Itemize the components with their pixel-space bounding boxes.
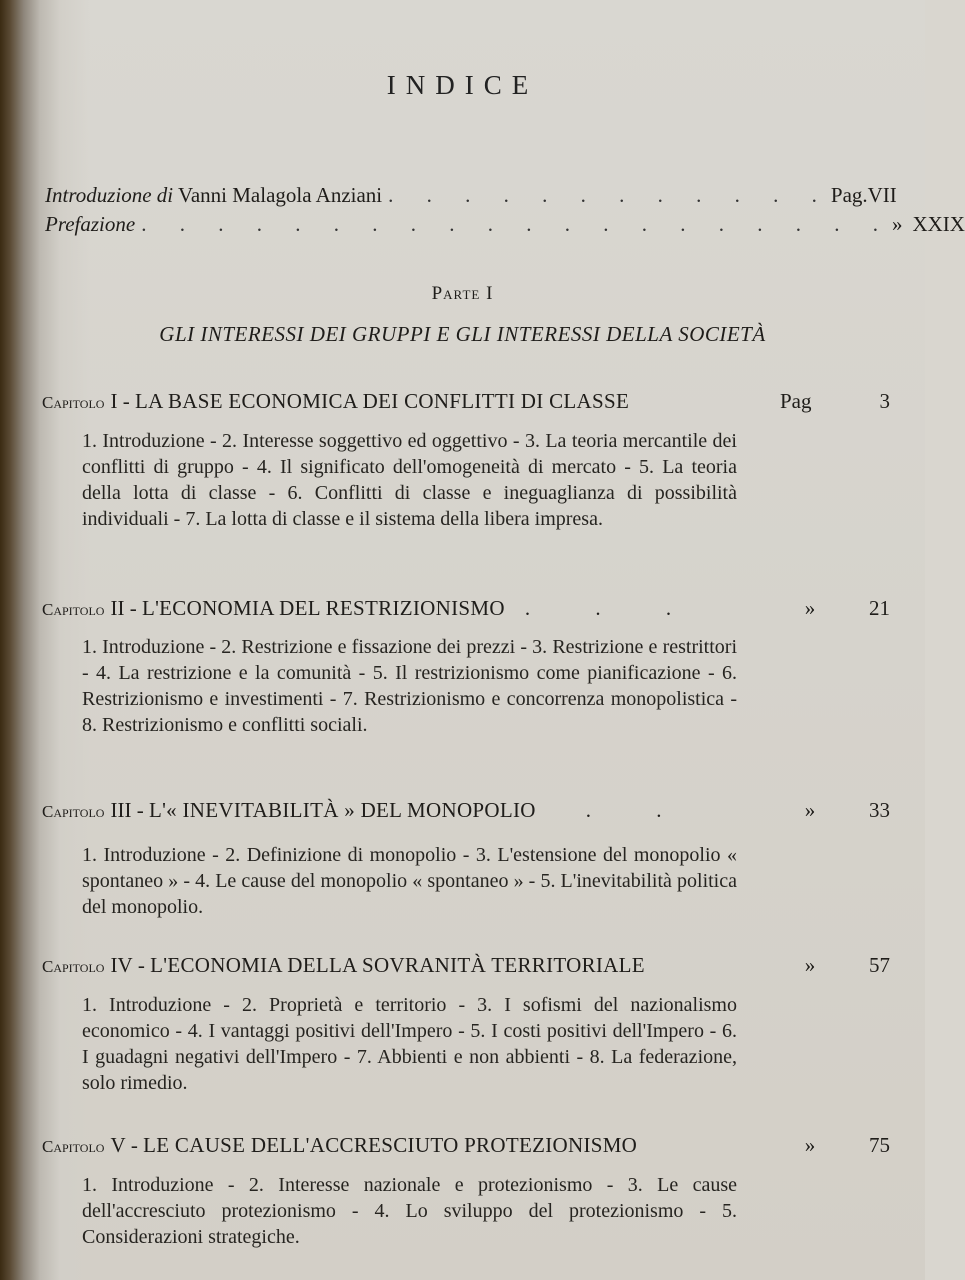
chapter-label: Capitolo xyxy=(42,1137,105,1156)
entry-label-author: Vanni Malagola Anziani xyxy=(173,183,383,207)
page-number: 21 xyxy=(869,596,890,620)
chapter-title: L'ECONOMIA DEL RESTRIZIONISMO xyxy=(141,596,505,620)
part-label: Parte I xyxy=(431,283,494,304)
chapter-summary: 1. Introduzione - 2. Definizione di monopolio - 3. L'estensione del monopolio « spontaneo » - 4. Le cause del monopolio « spontaneo » - 5. L'inevitabilità politica del monopolio. xyxy=(82,844,737,918)
leader-dots: . . xyxy=(585,798,692,822)
chapter-title: L'ECONOMIA DELLA SOVRANITÀ TERRITORIALE xyxy=(150,953,645,977)
chapter-heading: Capitolo II - L'ECONOMIA DEL RESTRIZIONISMO . . . » 21 xyxy=(42,596,890,620)
part-title: GLI INTERESSI DEI GRUPPI E GLI INTERESSI DELLA SOCIETÀ xyxy=(159,322,766,346)
chapter-label: Capitolo xyxy=(42,393,105,412)
page-number: 33 xyxy=(869,798,890,822)
chapter-label: Capitolo xyxy=(42,957,105,976)
entry-label-italic: Introduzione di xyxy=(45,183,174,207)
chapter-numeral: IV xyxy=(110,953,133,977)
leader-dots: . . . . . . . . . . . . . . . . . . . . xyxy=(141,212,892,236)
toc-entry-prefazione xyxy=(45,212,965,242)
chapter-title: L'« INEVITABILITÀ » DEL MONOPOLIO xyxy=(148,798,536,822)
chapter-label: Capitolo xyxy=(42,600,105,619)
chapter-heading: Capitolo III - L'« INEVITABILITÀ » DEL MONOPOLIO . . » 33 xyxy=(42,798,890,822)
entry-label-italic: Prefazione xyxy=(45,212,136,236)
chapter-summary: 1. Introduzione - 2. Interesse nazionale e protezionismo - 3. Le cause dell'accresciuto protezionismo - 4. Lo sviluppo del protezionismo - 5. Considerazioni strategiche. xyxy=(82,1174,737,1248)
chapter-numeral: II xyxy=(110,596,125,620)
entry-label xyxy=(45,183,382,208)
leader-dots: . . . xyxy=(524,596,702,620)
entry-label xyxy=(45,212,135,237)
chapter-heading: Capitolo V - LE CAUSE DELL'ACCRESCIUTO PROTEZIONISMO » 75 xyxy=(42,1133,890,1157)
page-number: VII xyxy=(867,183,897,207)
leader-dots: . . . . . . . . . . . . xyxy=(388,183,831,207)
page-prefix: Pag xyxy=(780,389,812,413)
chapter-title: LA BASE ECONOMICA DEI CONFLITTI DI CLASSE xyxy=(134,389,630,413)
chapter-numeral: I xyxy=(110,389,118,413)
chapter-title: LE CAUSE DELL'ACCRESCIUTO PROTEZIONISMO xyxy=(143,1133,638,1157)
page-prefix: » xyxy=(804,798,816,822)
page-number: 75 xyxy=(869,1133,890,1157)
page-prefix: » xyxy=(804,1133,816,1157)
page-prefix: » xyxy=(804,596,816,620)
page-number: 57 xyxy=(869,953,890,977)
chapter-heading: Capitolo I - LA BASE ECONOMICA DEI CONFLITTI DI CLASSE Pag 3 xyxy=(42,389,890,413)
chapter-summary: 1. Introduzione - 2. Proprietà e territorio - 3. I sofismi del nazionalismo economico - 4. I vantaggi positivi dell'Impero - 5. I costi positivi dell'Impero - 6. I guadagni negativi dell'Impero - 7. Abbienti e non abbienti - 8. La federazione, solo rimedio. xyxy=(82,994,737,1094)
page-prefix: Pag. xyxy=(830,183,868,207)
chapter-summary: 1. Introduzione - 2. Restrizione e fissazione dei prezzi - 3. Restrizione e restrittori - 4. La restrizione e la comunità - 5. Il restrizionismo come pianificazione - 6. Restrizionismo e investimenti - 7. Restrizionismo e concorrenza monopolistica - 8. Restrizionismo e conflitti sociali. xyxy=(82,636,737,736)
page-number: XXIX xyxy=(912,212,965,236)
chapter-heading: Capitolo IV - L'ECONOMIA DELLA SOVRANITÀ TERRITORIALE » 57 xyxy=(42,953,890,977)
chapter-numeral: V xyxy=(110,1133,126,1157)
toc-entry-introduzione xyxy=(45,183,897,213)
page-number: 3 xyxy=(879,389,890,413)
chapter-summary: 1. Introduzione - 2. Interesse soggettivo ed oggettivo - 3. La teoria mercantile dei conflitti di gruppo - 4. Il significato dell'omogeneità di mercato - 5. La teoria della lotta di classe - 6. Conflitti di classe e ineguaglianza di possibilità individuali - 7. La lotta di classe e il sistema della libera impresa. xyxy=(82,430,737,530)
chapter-label: Capitolo xyxy=(42,802,105,821)
page-prefix: » xyxy=(804,953,816,977)
page-prefix: » xyxy=(891,212,903,236)
chapter-numeral: III xyxy=(110,798,132,822)
page-title: INDICE xyxy=(386,70,539,100)
